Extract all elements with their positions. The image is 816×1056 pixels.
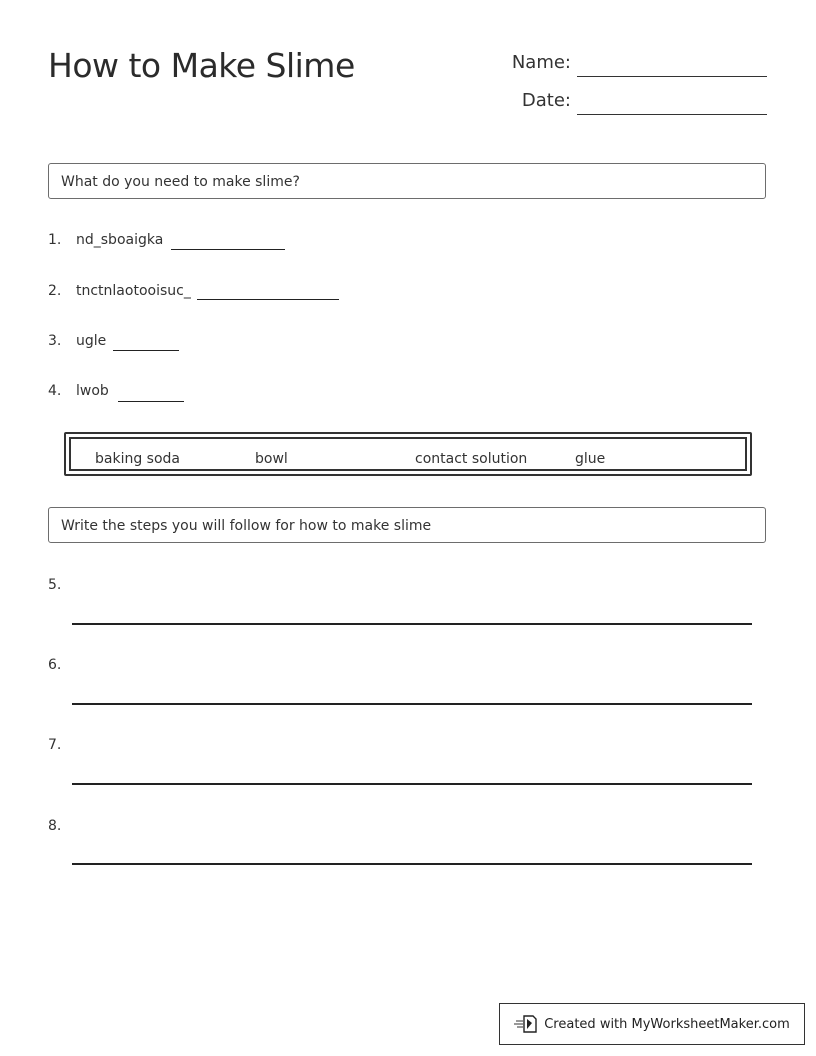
question-2-number: 2.	[48, 283, 62, 299]
question-4-answer-blank[interactable]	[118, 401, 184, 402]
word-bank-item: glue	[575, 451, 606, 467]
question-1-word: nd_sboaigka	[76, 232, 164, 248]
step-5-number: 5.	[48, 577, 62, 593]
step-6-number: 6.	[48, 657, 62, 673]
step-5-answer-line[interactable]	[72, 623, 752, 625]
word-bank	[64, 432, 752, 476]
name-field[interactable]	[577, 76, 767, 77]
word-bank-inner-border	[69, 437, 747, 471]
word-bank-item: baking soda	[95, 451, 180, 467]
step-8-answer-line[interactable]	[72, 863, 752, 865]
credit-badge[interactable]	[499, 1003, 805, 1045]
credit-text: Created with MyWorksheetMaker.com	[544, 1016, 790, 1032]
section-2-instruction: Write the steps you will follow for how to make slime	[48, 507, 766, 543]
word-bank-item: contact solution	[415, 451, 528, 467]
name-label: Name:	[511, 52, 571, 73]
section-1-instruction: What do you need to make slime?	[48, 163, 766, 199]
worksheet-title: How to Make Slime	[48, 46, 355, 85]
question-4-word: lwob	[76, 383, 109, 399]
question-1-answer-blank[interactable]	[171, 249, 285, 250]
question-3-answer-blank[interactable]	[113, 350, 179, 351]
worksheet-maker-logo-icon	[514, 1014, 538, 1034]
step-7-number: 7.	[48, 737, 62, 753]
question-3-number: 3.	[48, 333, 62, 349]
step-6-answer-line[interactable]	[72, 703, 752, 705]
date-field[interactable]	[577, 114, 767, 115]
question-3-word: ugle	[76, 333, 107, 349]
word-bank-item: bowl	[255, 451, 288, 467]
question-2-word: tnctnlaotooisuc_	[76, 283, 191, 299]
question-2-answer-blank[interactable]	[197, 299, 339, 300]
step-8-number: 8.	[48, 818, 62, 834]
step-7-answer-line[interactable]	[72, 783, 752, 785]
question-1-number: 1.	[48, 232, 62, 248]
question-4-number: 4.	[48, 383, 62, 399]
date-label: Date:	[521, 90, 571, 111]
